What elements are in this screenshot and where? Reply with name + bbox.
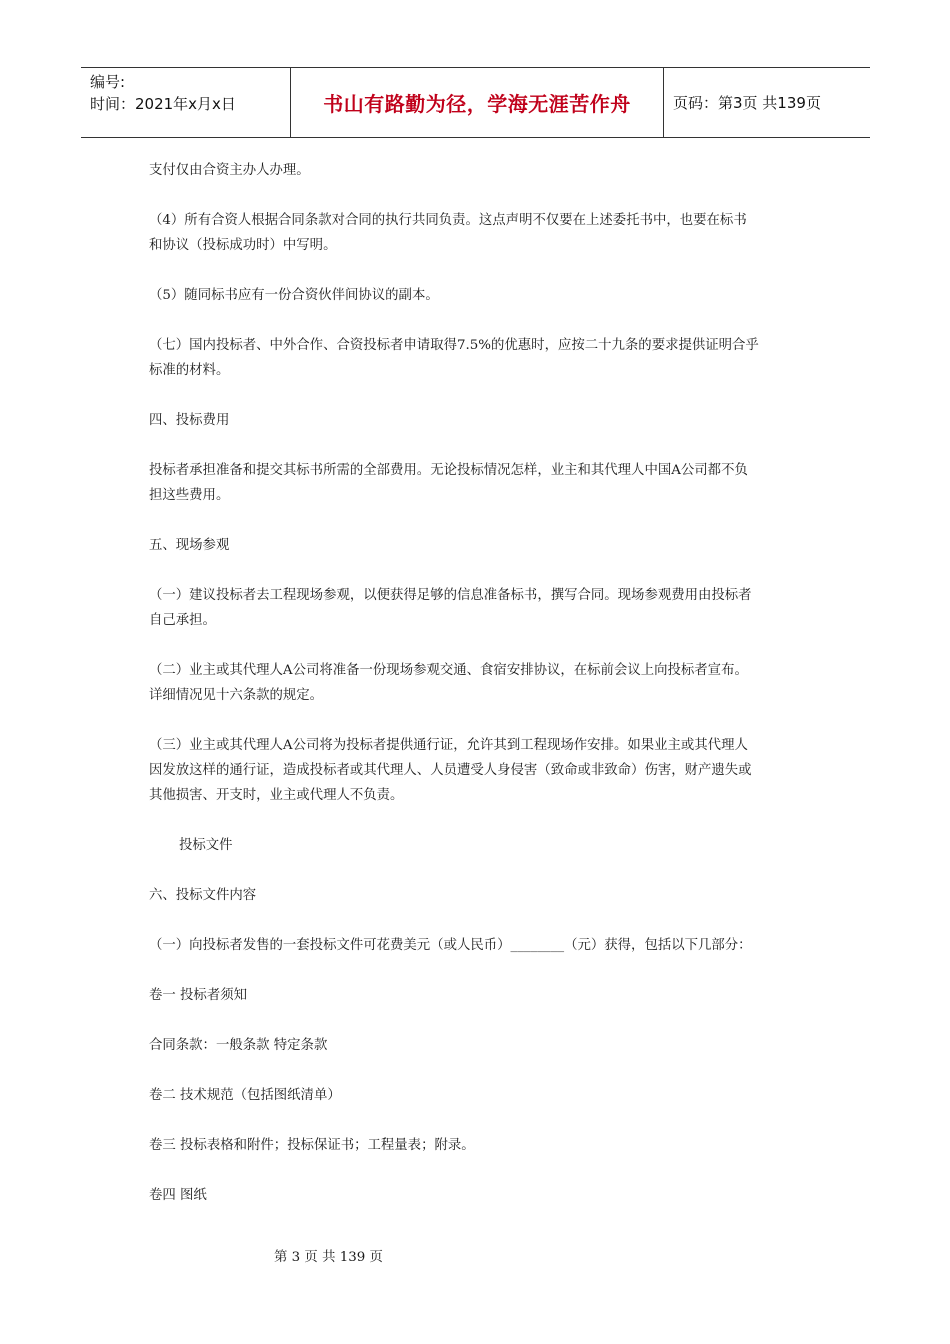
- header-page-info: 页码：第3页 共139页: [673, 94, 821, 112]
- document-body: [149, 158, 814, 1233]
- paragraph: （一）向投标者发售的一套投标文件可花费美元（或人民币）________（元）获得，包括以下几部分：: [149, 938, 752, 953]
- section-title: 投标文件: [179, 838, 233, 853]
- header-motto: 书山有路勤为径，学海无涯苦作舟: [291, 68, 664, 137]
- paragraph: 支付仅由合资主办人办理。: [149, 163, 310, 178]
- document-time-label: 时间：2021年x月x日: [90, 95, 236, 113]
- page-footer: 第 3 页 共 139 页: [274, 1250, 383, 1265]
- list-item: 卷四 图纸: [149, 1188, 207, 1203]
- paragraph: （4）所有合资人根据合同条款对合同的执行共同负责。这点声明不仅要在上述委托书中，也要在标书 和协议（投标成功时）中写明。: [149, 213, 747, 253]
- paragraph: （三）业主或其代理人A公司将为投标者提供通行证，允许其到工程现场作安排。如果业主或其代理人 因发放这样的通行证，造成投标者或其代理人、人员遭受人身侵害（致命或非致命）伤害，财产遗失或 其他损害、开支时，业主或代理人不负责。: [149, 738, 752, 803]
- paragraph: （七）国内投标者、中外合作、合资投标者申请取得7.5%的优惠时，应按二十九条的要求提供证明合乎 标准的材料。: [149, 338, 759, 378]
- page-header: [81, 67, 870, 138]
- header-meta: [81, 68, 291, 137]
- section-heading: 四、投标费用: [149, 413, 230, 428]
- list-item: 卷一 投标者须知: [149, 988, 247, 1003]
- section-heading: 六、投标文件内容: [149, 888, 257, 903]
- paragraph: （5）随同标书应有一份合资伙伴间协议的副本。: [149, 288, 439, 303]
- paragraph: （二）业主或其代理人A公司将准备一份现场参观交通、食宿安排协议，在标前会议上向投标者宣布。 详细情况见十六条款的规定。: [149, 663, 748, 703]
- document-number-label: 编号:: [90, 73, 126, 91]
- paragraph: （一）建议投标者去工程现场参观，以便获得足够的信息准备标书，撰写合同。现场参观费用由投标者 自己承担。: [149, 588, 752, 628]
- list-item: 合同条款：一般条款 特定条款: [149, 1038, 328, 1053]
- section-heading: 五、现场参观: [149, 538, 230, 553]
- list-item: 卷二 技术规范（包括图纸清单）: [149, 1088, 341, 1103]
- paragraph: 投标者承担准备和提交其标书所需的全部费用。无论投标情况怎样，业主和其代理人中国A公司都不负 担这些费用。: [149, 463, 748, 503]
- list-item: 卷三 投标表格和附件；投标保证书；工程量表；附录。: [149, 1138, 475, 1153]
